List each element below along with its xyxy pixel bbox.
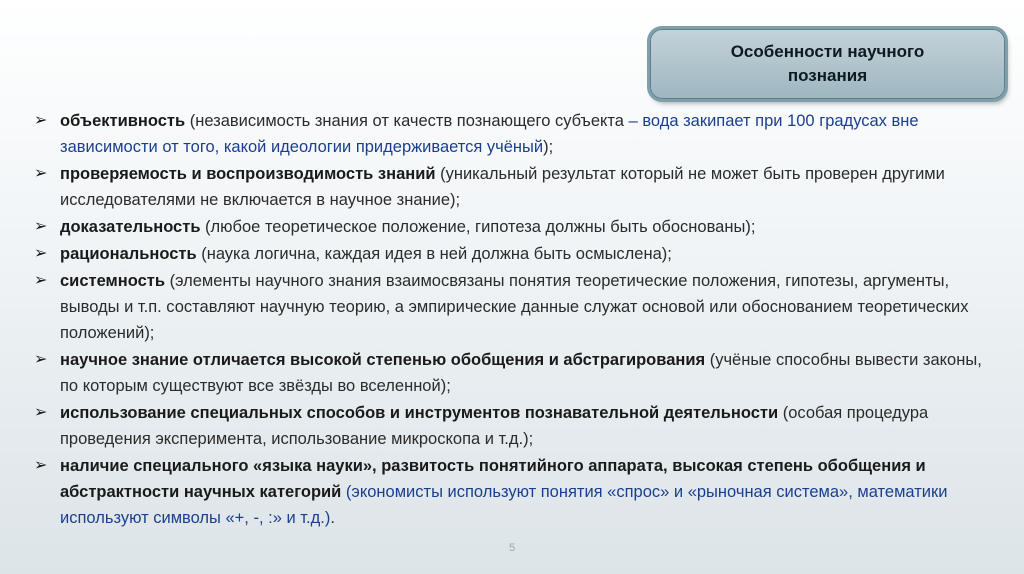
item-text: (любое теоретическое положение, гипотеза должны быть обоснованы); — [200, 218, 756, 236]
item-term: проверяемость и воспроизводимость знаний — [60, 165, 436, 183]
item-term: использование специальных способов и инструментов познавательной деятельности — [60, 404, 779, 422]
arrow-bullet-icon: ➢ — [34, 165, 48, 182]
item-term: наличие специального «языка науки», развитость понятийного аппарата, высокая степень обобщения и абстрактности научных категорий — [60, 457, 926, 501]
arrow-bullet-icon: ➢ — [34, 457, 48, 474]
item-example: (экономисты используют понятия «спрос» и «рыночная система», математики используют символы «+, -, :» и т.д.) — [60, 483, 948, 527]
item-text: (уникальный результат который не может быть проверен другими исследователями не включается в научное знание); — [60, 165, 945, 209]
arrow-bullet-icon: ➢ — [34, 404, 48, 421]
item-text: (независимость знания от качеств познающего субъекта — [185, 112, 629, 130]
item-term: рациональность — [60, 245, 197, 263]
features-list — [30, 108, 990, 532]
list-item — [30, 347, 990, 399]
item-text: (наука логична, каждая идея в ней должна быть осмыслена); — [196, 245, 672, 263]
item-text: (элементы научного знания взаимосвязаны понятия теоретические положения, гипотезы, аргументы, выводы и т.п. составляют научную теорию, а эмпирические данные служат основой или обоснованием теоретических положений); — [60, 272, 969, 342]
list-item — [30, 268, 990, 346]
arrow-bullet-icon: ➢ — [34, 272, 48, 289]
arrow-bullet-icon: ➢ — [34, 351, 48, 368]
arrow-bullet-icon: ➢ — [34, 245, 48, 262]
slide-title: Особенности научного познания — [730, 42, 925, 85]
item-term: доказательность — [60, 218, 201, 236]
item-end: ); — [543, 138, 554, 156]
item-text: (учёные способны вывести законы, по которым существуют все звёзды во вселенной); — [60, 351, 982, 395]
item-example: – вода закипает при 100 градусах вне зависимости от того, какой идеологии придерживается учёный — [60, 112, 919, 156]
item-end: . — [330, 509, 335, 527]
title-box — [650, 29, 1005, 99]
item-term: научное знание отличается высокой степенью обобщения и абстрагирования — [60, 351, 706, 369]
list-item — [30, 453, 990, 531]
list-item — [30, 108, 990, 160]
page-number: 5 — [508, 542, 516, 554]
list-item — [30, 400, 990, 452]
list-item — [30, 214, 990, 240]
item-term: системность — [60, 272, 165, 290]
arrow-bullet-icon: ➢ — [34, 112, 48, 129]
item-term: объективность — [60, 112, 186, 130]
arrow-bullet-icon: ➢ — [34, 218, 48, 235]
list-item — [30, 241, 990, 267]
item-text: (особая процедура проведения эксперимента, использование микроскопа и т.д.); — [60, 404, 929, 448]
list-item — [30, 161, 990, 213]
